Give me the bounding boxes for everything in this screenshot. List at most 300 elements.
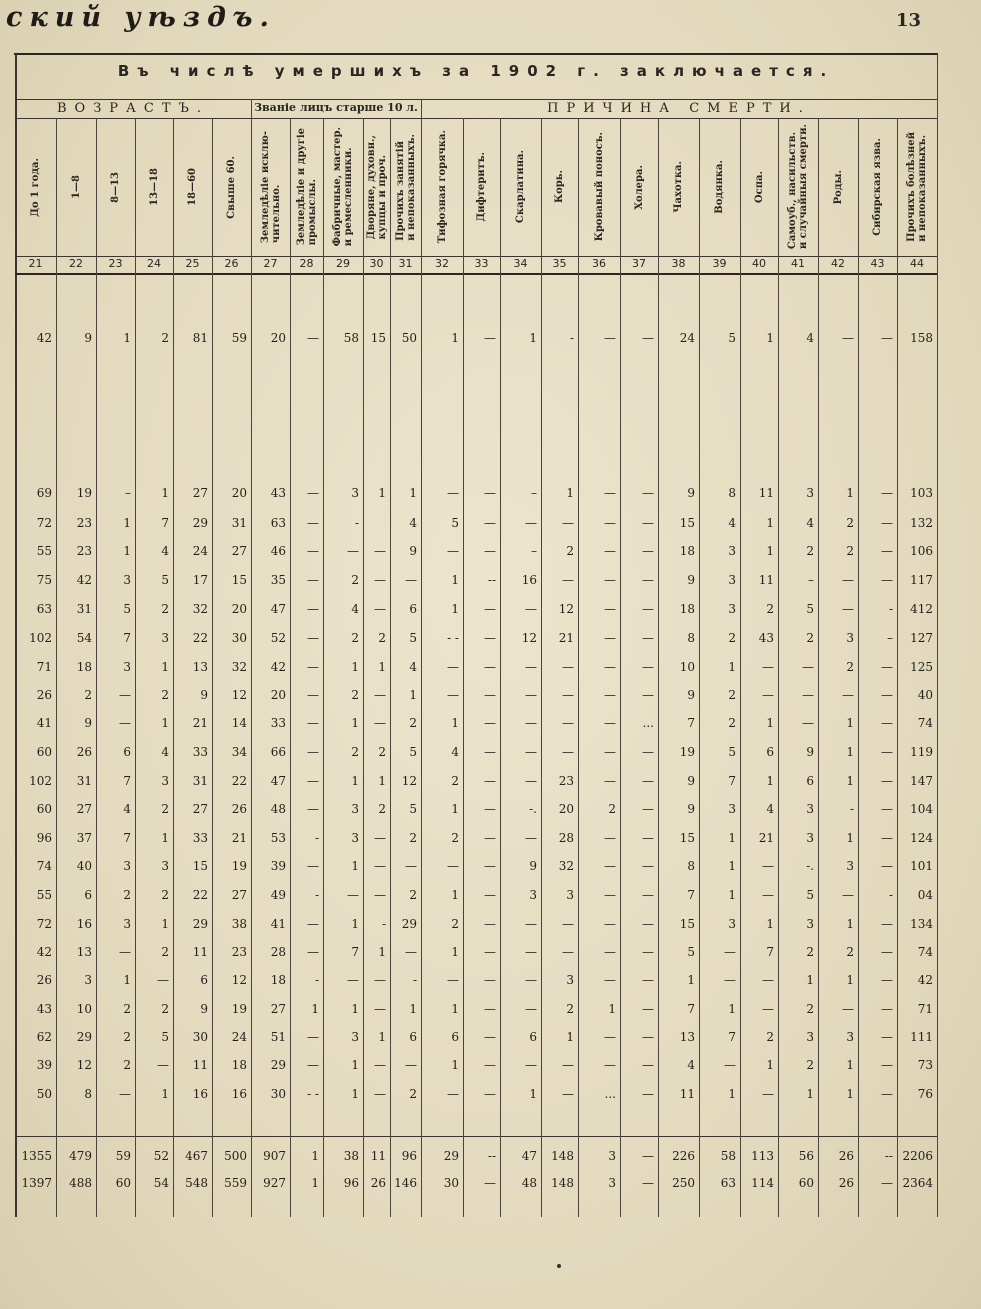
table-cell: 2 [409, 831, 417, 845]
table-cell: — [484, 1030, 496, 1044]
table-cell: 1 [123, 331, 131, 345]
table-cell: — [484, 917, 496, 931]
table-cell: — [642, 688, 654, 702]
table-cell: 158 [910, 331, 933, 345]
column-header [135, 121, 173, 253]
totals-rule [15, 1136, 937, 1137]
table-cell: 18 [679, 602, 695, 616]
table-cell: — [842, 602, 854, 616]
total-cell: 52 [153, 1149, 169, 1163]
table-cell: — [762, 859, 774, 873]
column-header-label: Тифозная горячка. [436, 130, 448, 244]
table-cell: 1 [161, 831, 169, 845]
table-cell: 3 [351, 1030, 359, 1044]
table-cell: 6 [766, 745, 774, 759]
column-header-label: 8—13 [110, 171, 121, 203]
table-cell: — [642, 945, 654, 959]
column-separator [658, 118, 659, 1217]
total-cell: 48 [521, 1176, 537, 1190]
table-cell: 13 [192, 660, 208, 674]
column-separator [500, 118, 501, 1217]
total-cell: 250 [672, 1176, 695, 1190]
table-cell: 1 [351, 774, 359, 788]
table-cell: 2 [846, 516, 854, 530]
table-cell: 50 [36, 1087, 52, 1101]
column-number: 41 [791, 257, 805, 270]
column-header-label: Корь. [554, 170, 565, 204]
table-cell: — [307, 859, 319, 873]
table-cell: 1 [123, 516, 131, 530]
column-header-label: Прочихъ болѣзней и непоказанныхъ. [906, 132, 928, 242]
table-cell: 7 [123, 831, 131, 845]
table-cell: 2 [409, 888, 417, 902]
total-cell: 1 [311, 1149, 319, 1163]
table-cell: — [525, 688, 537, 702]
table-cell: 15 [679, 917, 695, 931]
table-cell: 104 [910, 802, 933, 816]
table-cell: 42 [76, 573, 92, 587]
table-cell: — [642, 1030, 654, 1044]
table-cell: 1 [123, 973, 131, 987]
table-cell: — [405, 1058, 417, 1072]
table-cell: — [881, 1030, 893, 1044]
table-cell: 41 [36, 716, 52, 730]
table-cell: 37 [76, 831, 92, 845]
table-cell: — [374, 859, 386, 873]
table-cell: 28 [270, 945, 286, 959]
table-cell: 2 [161, 802, 169, 816]
column-header [699, 121, 740, 253]
table-cell: 18 [76, 660, 92, 674]
total-cell: 2206 [902, 1149, 933, 1163]
table-cell: 6 [451, 1030, 459, 1044]
table-cell: 1 [766, 331, 774, 345]
table-cell: — [562, 745, 574, 759]
table-cell: 47 [270, 774, 286, 788]
column-number: 31 [398, 257, 413, 270]
column-header-label: Кровавый поносъ. [593, 132, 605, 242]
total-cell: 226 [672, 1149, 695, 1163]
table-cell: 24 [679, 331, 695, 345]
table-cell: 4 [806, 331, 814, 345]
table-cell: 15 [679, 831, 695, 845]
table-cell: 20 [231, 486, 247, 500]
table-cell: 1 [846, 917, 854, 931]
column-number: 29 [336, 257, 350, 270]
table-cell: 74 [36, 859, 52, 873]
total-cell: 58 [720, 1149, 736, 1163]
table-cell: 6 [806, 774, 814, 788]
table-cell: 15 [231, 573, 247, 587]
table-cell: 2 [766, 1030, 774, 1044]
table-cell: 8 [728, 486, 736, 500]
subgroup-rule-age [15, 118, 251, 119]
table-cell: 7 [687, 1002, 695, 1016]
table-cell: — [881, 660, 893, 674]
column-number: 42 [831, 257, 845, 270]
column-separator [541, 118, 542, 1217]
table-cell: 106 [910, 544, 933, 558]
table-cell: — [881, 1087, 893, 1101]
table-cell: 7 [123, 774, 131, 788]
table-cell: 19 [76, 486, 92, 500]
total-cell: 29 [443, 1149, 459, 1163]
table-cell: — [642, 859, 654, 873]
table-cell: 2 [806, 1058, 814, 1072]
table-cell: — [307, 945, 319, 959]
column-separator [173, 118, 174, 1217]
table-cell: 5 [123, 602, 131, 616]
table-cell: 1 [378, 486, 386, 500]
column-number: 28 [299, 257, 314, 270]
table-cell: 30 [231, 631, 247, 645]
table-cell: 20 [231, 602, 247, 616]
table-cell: 66 [270, 745, 286, 759]
table-cell: 2 [351, 745, 359, 759]
table-cell: ... [604, 1087, 616, 1101]
table-cell: — [802, 660, 814, 674]
table-cell: 6 [409, 602, 417, 616]
table-cell: -. [806, 859, 814, 873]
column-number: 26 [224, 257, 239, 270]
table-cell: 2 [378, 802, 386, 816]
table-cell: 27 [231, 544, 247, 558]
table-cell: 5 [161, 573, 169, 587]
table-cell: 1 [451, 331, 459, 345]
column-separator [897, 118, 898, 1217]
table-cell: 16 [192, 1087, 208, 1101]
table-cell: 1 [766, 544, 774, 558]
table-cell: 1 [728, 1087, 736, 1101]
table-cell: — [562, 688, 574, 702]
table-cell: 42 [917, 973, 933, 987]
column-header [858, 121, 897, 253]
table-cell: 2 [351, 688, 359, 702]
table-cell: 3 [806, 486, 814, 500]
table-cell: 4 [409, 660, 417, 674]
table-cell: 30 [270, 1087, 286, 1101]
table-cell: 27 [76, 802, 92, 816]
column-header-label: Сибирская язва. [872, 138, 883, 236]
table-cell: 1 [566, 1030, 574, 1044]
column-header [818, 121, 858, 253]
table-cell: 43 [758, 631, 774, 645]
table-cell: — [881, 1058, 893, 1072]
table-cell: — [642, 544, 654, 558]
table-cell: — [604, 1030, 616, 1044]
table-cell: 63 [36, 602, 52, 616]
total-cell: 488 [69, 1176, 92, 1190]
table-cell: 2 [378, 631, 386, 645]
table-cell: — [447, 973, 459, 987]
table-cell: 5 [161, 1030, 169, 1044]
table-cell: — [307, 331, 319, 345]
table-cell: 4 [409, 516, 417, 530]
table-cell: 11 [192, 1058, 208, 1072]
table-cell: 2 [451, 917, 459, 931]
table-cell: — [405, 945, 417, 959]
column-separator [390, 118, 391, 1217]
table-cell: 27 [192, 802, 208, 816]
table-cell: 21 [231, 831, 247, 845]
table-cell: 55 [36, 544, 52, 558]
column-number: 43 [870, 257, 885, 270]
table-cell: — [562, 945, 574, 959]
table-cell: 22 [192, 888, 208, 902]
table-cell: 3 [846, 859, 854, 873]
column-separator [135, 118, 136, 1217]
table-cell: — [484, 544, 496, 558]
table-cell: 19 [231, 1002, 247, 1016]
table-cell: 3 [123, 660, 131, 674]
column-header [173, 121, 212, 253]
table-cell: — [881, 716, 893, 730]
table-cell: 31 [231, 516, 247, 530]
table-cell: 9 [687, 774, 695, 788]
total-cell: — [642, 1176, 654, 1190]
column-number: 25 [185, 257, 200, 270]
column-header-label: Прочихъ занятій и непоказанныхъ. [394, 133, 417, 241]
table-cell: 63 [270, 516, 286, 530]
table-cell: 1 [728, 660, 736, 674]
column-number: 22 [69, 257, 83, 270]
total-cell: 11 [370, 1149, 386, 1163]
table-cell: 2 [409, 716, 417, 730]
table-cell: 1 [608, 1002, 616, 1016]
running-head: ский уѣздъ. [6, 2, 276, 33]
table-cell: 10 [679, 660, 695, 674]
table-cell: — [447, 544, 459, 558]
table-title: Въ числѣ умершихъ за 1902 г. заключается. [117, 62, 835, 80]
total-cell: 548 [185, 1176, 208, 1190]
table-cell: 20 [270, 688, 286, 702]
table-cell: 3 [806, 917, 814, 931]
table-cell: – [808, 573, 814, 587]
table-cell: 35 [270, 573, 286, 587]
table-cell: — [642, 516, 654, 530]
table-cell: 1 [123, 544, 131, 558]
table-cell: 2 [608, 802, 616, 816]
column-header [363, 121, 390, 253]
table-cell: — [562, 1058, 574, 1072]
table-cell: 31 [76, 774, 92, 788]
table-cell: — [525, 660, 537, 674]
group-label-cause: ПРИЧИНА СМЕРТИ. [547, 101, 811, 116]
table-cell: 53 [270, 831, 286, 845]
table-cell: 23 [76, 516, 92, 530]
table-cell: 7 [161, 516, 169, 530]
table-cell: 42 [270, 660, 286, 674]
table-cell: 2 [451, 774, 459, 788]
table-cell: 102 [29, 631, 52, 645]
table-cell: — [484, 331, 496, 345]
column-header [541, 121, 578, 253]
table-cell: 3 [806, 831, 814, 845]
table-cell: — [374, 1058, 386, 1072]
table-cell: — [642, 917, 654, 931]
column-header [290, 121, 323, 253]
table-cell: 1 [766, 774, 774, 788]
table-cell: — [604, 859, 616, 873]
table-cell: 17 [192, 573, 208, 587]
table-cell: 1 [728, 831, 736, 845]
table-cell: 43 [270, 486, 286, 500]
table-cell: 2 [123, 1002, 131, 1016]
table-cell: 3 [84, 973, 92, 987]
table-cell: — [347, 888, 359, 902]
total-cell: 1355 [21, 1149, 52, 1163]
table-cell: 2 [806, 945, 814, 959]
table-cell: — [881, 573, 893, 587]
table-cell: 2 [351, 573, 359, 587]
total-cell: 1397 [21, 1176, 52, 1190]
table-cell: — [307, 631, 319, 645]
table-cell: 32 [231, 660, 247, 674]
column-number-rule-bottom [15, 273, 937, 275]
table-cell: — [484, 1058, 496, 1072]
table-cell: 7 [766, 945, 774, 959]
table-cell: 5 [451, 516, 459, 530]
table-cell: 1 [451, 945, 459, 959]
table-cell: 9 [84, 716, 92, 730]
table-cell: 11 [758, 573, 774, 587]
total-cell: 907 [263, 1149, 286, 1163]
table-cell: — [642, 331, 654, 345]
table-cell: 9 [687, 802, 695, 816]
total-cell: 56 [798, 1149, 814, 1163]
table-cell: — [307, 573, 319, 587]
table-cell: — [842, 888, 854, 902]
column-header-label: Скарлатина. [515, 150, 526, 224]
table-cell: 69 [36, 486, 52, 500]
total-cell: 30 [443, 1176, 459, 1190]
table-cell: — [881, 1002, 893, 1016]
table-cell: 33 [192, 831, 208, 845]
table-cell: 1 [728, 859, 736, 873]
table-cell: — [525, 917, 537, 931]
table-cell: 1 [846, 774, 854, 788]
table-cell: 16 [76, 917, 92, 931]
table-cell: 8 [687, 631, 695, 645]
table-cell: — [374, 1002, 386, 1016]
total-cell: 467 [185, 1149, 208, 1163]
table-cell: 4 [766, 802, 774, 816]
table-cell: — [842, 331, 854, 345]
table-cell: 3 [566, 888, 574, 902]
table-cell: — [347, 544, 359, 558]
table-cell: 9 [200, 688, 208, 702]
table-cell: — [157, 973, 169, 987]
table-cell: ... [642, 716, 654, 730]
table-cell: — [405, 573, 417, 587]
table-cell: 1 [351, 1087, 359, 1101]
table-cell: 111 [910, 1030, 933, 1044]
table-cell: — [604, 573, 616, 587]
table-cell: — [119, 1087, 131, 1101]
table-cell: 1 [766, 516, 774, 530]
column-separator [323, 118, 324, 1217]
table-cell: 2 [728, 716, 736, 730]
table-cell: 18 [679, 544, 695, 558]
table-cell: 4 [351, 602, 359, 616]
table-cell: — [604, 745, 616, 759]
table-cell: - [381, 917, 386, 931]
table-cell: — [525, 602, 537, 616]
table-cell: 47 [270, 602, 286, 616]
table-cell: — [604, 688, 616, 702]
table-cell: 1 [311, 1002, 319, 1016]
column-header [323, 121, 363, 253]
table-cell: — [604, 831, 616, 845]
table-cell: 3 [728, 573, 736, 587]
column-header-label: Самоуб., насильств. и случайныя смерти. [787, 124, 809, 250]
table-cell: 81 [192, 331, 208, 345]
table-cell: — [604, 660, 616, 674]
table-cell: 27 [231, 888, 247, 902]
table-cell: 52 [270, 631, 286, 645]
column-header [463, 121, 500, 253]
table-cell: 39 [36, 1058, 52, 1072]
table-cell: 28 [558, 831, 574, 845]
table-cell: — [484, 802, 496, 816]
table-cell: 55 [36, 888, 52, 902]
table-cell: — [881, 973, 893, 987]
table-cell: 23 [76, 544, 92, 558]
table-cell: 1 [846, 831, 854, 845]
table-cell: 1 [351, 1002, 359, 1016]
table-cell: - [888, 888, 893, 902]
table-cell: — [762, 1087, 774, 1101]
column-header-label: Дворяне, духовн., купцы и проч. [365, 134, 388, 240]
table-cell: — [447, 859, 459, 873]
column-header [251, 121, 290, 253]
table-cell: 9 [806, 745, 814, 759]
table-cell: 1 [728, 888, 736, 902]
table-cell: 3 [728, 917, 736, 931]
total-cell: 1 [311, 1176, 319, 1190]
table-cell: – [531, 544, 537, 558]
table-cell: - - [307, 1087, 319, 1101]
column-separator [96, 118, 97, 1217]
total-cell: 60 [115, 1176, 131, 1190]
table-cell: — [484, 602, 496, 616]
table-cell: 2 [846, 945, 854, 959]
table-cell: 31 [76, 602, 92, 616]
table-cell: 22 [231, 774, 247, 788]
table-cell: — [642, 831, 654, 845]
table-cell: 71 [36, 660, 52, 674]
table-cell: — [447, 660, 459, 674]
table-cell: — [642, 1058, 654, 1072]
group-label-occupation: Званіе лицъ старше 10 л. [254, 101, 418, 114]
table-cell: 2 [351, 631, 359, 645]
table-cell: — [307, 486, 319, 500]
table-cell: 21 [192, 716, 208, 730]
table-cell: -. [529, 802, 537, 816]
page-number: 13 [896, 10, 922, 31]
column-header [15, 121, 56, 253]
table-cell: 11 [679, 1087, 695, 1101]
table-cell: 4 [123, 802, 131, 816]
column-header-label: 13—18 [148, 168, 160, 206]
table-cell: — [525, 745, 537, 759]
table-cell: 27 [192, 486, 208, 500]
table-cell: – [531, 486, 537, 500]
column-header-label: Дифтеритъ. [476, 152, 487, 222]
table-cell: 75 [36, 573, 52, 587]
table-cell: 3 [529, 888, 537, 902]
table-cell: 1 [161, 660, 169, 674]
